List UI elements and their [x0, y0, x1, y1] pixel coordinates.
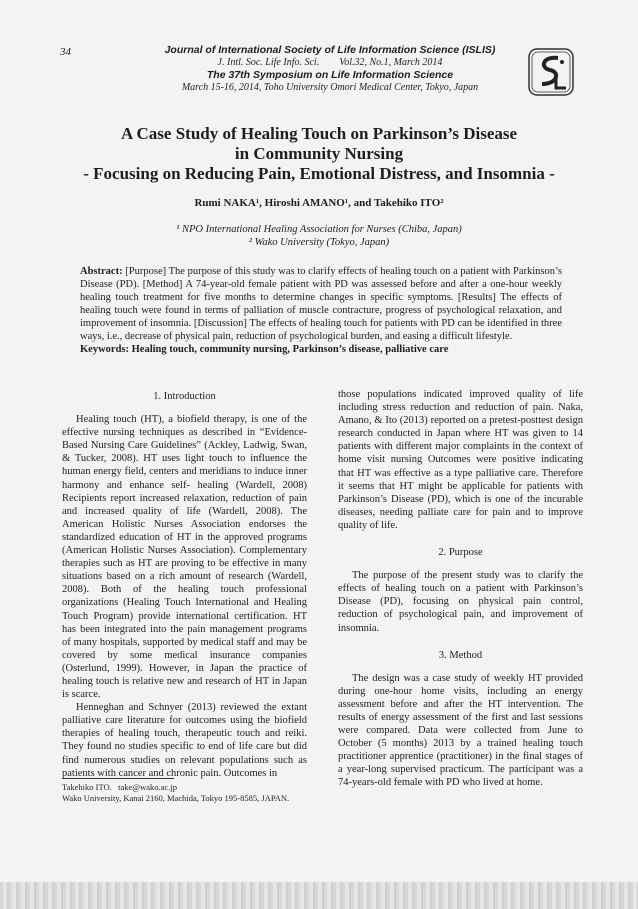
abstract-text: [Purpose] The purpose of this study was to clarify effects of healing touch on a patient with Parkinson’s Disease (PD). [Method] A 74-year-old female patient with PD was assessed before and after a one-hour weekly healing touch treatment for five months to determine changes in specific symptoms. [Results] The effects of healing touch were found in terms of palliation of muscle contracture, progress of psychological relaxation, and improvement of insomnia. [Discussion] The effects of healing touch for patients with PD can be identified in three ways, i.e., decrease of physical pain, reduction of psychological burden, and easing a difficult lifestyle. [80, 266, 562, 342]
abstract-body [80, 265, 562, 343]
keywords: Keywords: Healing touch, community nursing, Parkinson’s disease, palliative care [80, 344, 449, 355]
right-column [338, 388, 583, 790]
affiliation-2: ² Wako University (Tokyo, Japan) [248, 237, 390, 248]
islis-logo-icon [528, 48, 574, 96]
footnote-line-1: Takehiko ITO. take@wako.ac.jp [62, 782, 177, 792]
journal-header [140, 44, 520, 94]
title-line-1: A Case Study of Healing Touch on Parkinson’s Disease [120, 124, 518, 143]
paper-title [60, 124, 578, 184]
footnote-rule [62, 778, 174, 779]
journal-title: Journal of International Society of Life Information Science (ISLIS) [164, 44, 496, 56]
abstract-label: Abstract: [80, 266, 123, 277]
section-heading-purpose: 2. Purpose [438, 547, 483, 559]
method-paragraph: The design was a case study of weekly HT provided during one-hour home visits, including an energy assessment before and after the HT intervention. The results of energy assessment of the first and last sessions were compared. Data were collected from June to October (5 months) 2013 by a trained healing touch practitioner apprentice (practitioner) in the final stages of a year-long supervised practicum. The participant was a 74-years-old female with PD who lived at home. [338, 672, 583, 789]
intro-paragraph-1: Healing touch (HT), a biofield therapy, is one of the effective nursing techniques as described in “Evidence-Based Nursing Care Guidelines” (Ackley, Ladwig, Swan, & Tucker, 2008). HT uses light touch to influence the human energy field, centers and meridians to induce inner harmony and enhance self- healing (Wardell, 2008) Recipients report increased relaxation, reduction of pain and increased quality of life (Wardell, 2008). The American Holistic Nurses Association endorses the standardized education of HT in the approved programs (American Holistic Nurses Association). Complementary therapies such as HT are proving to be effective in many situations based on a rich amount of research (Wardell, 2008). Both of the healing touch professional organizations (Healing Touch International and Healing Touch Program) provide international certification. HT has been integrated into the pain management programs of many hospitals, supported by medical staff and may be covered by some medical insurance companies (Osterlund, 1999). However, in Japan the practice of healing touch is relative new and research of HT in Japan is scarce. [62, 414, 307, 701]
section-heading-introduction: 1. Introduction [153, 391, 216, 402]
intro-paragraph-2: Henneghan and Schnyer (2013) reviewed the extant palliative care literature for outcomes using the biofield therapies of healing touch, therapeutic touch and reiki. They found no studies specific to end of life care but did find numerous studies on relevant populations such as patients with cancer and chronic pain. Outcomes in [62, 702, 307, 779]
title-line-3: - Focusing on Reducing Pain, Emotional Distress, and Insomnia - [83, 164, 555, 183]
footnote-line-2: Wako University, Kanai 2160, Machida, Tokyo 195-8585, JAPAN. [62, 793, 290, 803]
title-line-2: in Community Nursing [234, 144, 404, 163]
abstract [80, 265, 562, 356]
author-list: Rumi NAKA¹, Hiroshi AMANO¹, and Takehiko ITO² [194, 197, 444, 209]
symposium-title: The 37th Symposium on Life Information Science [206, 69, 454, 81]
intro-paragraph-3: those populations indicated improved quality of life including stress reduction and reduction of pain. Naka, Amano, & Ito (2013) reported on a pretest-posttest design research conducted in Japan where HT was given to 14 patients with different major complaints in the context of home visit nursing Outcomes were positive indicating that HT was effective as a type palliative care. Therefore it seems that HT might be applicable for patients with Parkinson’s Disease (PD), which is one of the incurable diseases, needing palliate care for pain and to improve quality of life. [338, 389, 583, 531]
affiliations [60, 223, 578, 249]
corresponding-author-footnote [62, 782, 289, 804]
meeting-info: March 15-16, 2014, Toho University Omori Medical Center, Tokyo, Japan [181, 82, 479, 93]
scan-edge-artifact [0, 882, 638, 909]
section-heading-method: 3. Method [438, 649, 483, 661]
purpose-paragraph: The purpose of the present study was to clarify the effects of healing touch on a patient with Parkinson’s Disease (PD), focusing on physical pain control, reduction of psychological pain, and improvement of insomnia. [338, 570, 583, 634]
affiliation-1: ¹ NPO International Healing Association for Nurses (Chiba, Japan) [176, 224, 462, 235]
page-number: 34 [60, 46, 71, 58]
journal-citation: J. Intl. Soc. Life Info. Sci. Vol.32, No.1, March 2014 [217, 57, 443, 68]
left-column [62, 388, 307, 780]
